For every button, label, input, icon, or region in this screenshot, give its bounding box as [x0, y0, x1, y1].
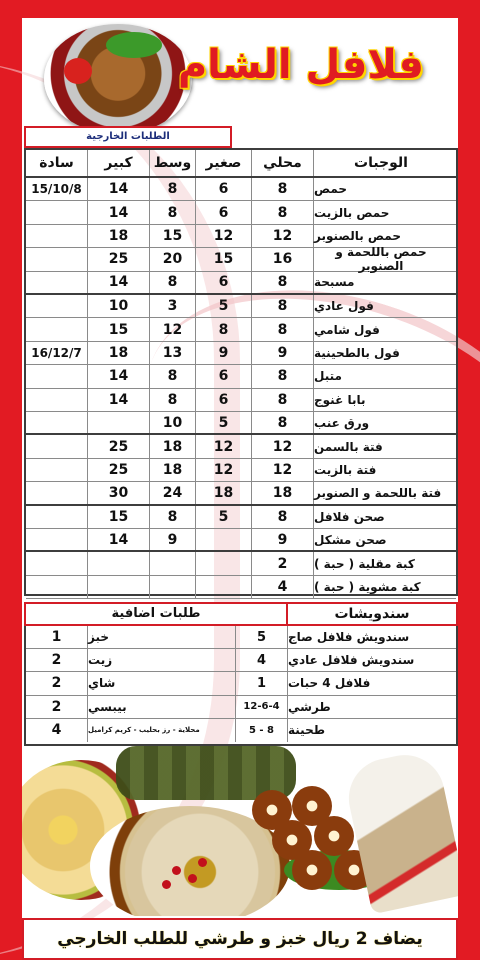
- cell-wasat: 18: [150, 435, 196, 457]
- cell-name: فتة بالزيت: [314, 462, 377, 477]
- sandwich-extra: خبز: [88, 626, 236, 648]
- sandwich-price: 5 - 8: [236, 719, 288, 742]
- cell-name: مسبحة: [314, 275, 355, 290]
- cell-kabir: [88, 576, 150, 598]
- cell-name: حمص بالزيت: [314, 205, 390, 220]
- extras-title: طلبات اضافية: [26, 604, 288, 624]
- sandwich-name: سندويش فلافل صاج: [288, 630, 410, 645]
- cell-name: فتة باللحمة و الصنوبر: [314, 485, 442, 500]
- cell-name: حمص باللحمة و الصنوبر: [335, 245, 427, 274]
- cell-mahali: 2: [252, 552, 314, 574]
- menu-row: [26, 342, 456, 365]
- col-saghir: صغير: [196, 150, 252, 176]
- pomegranate-icon: [198, 858, 207, 867]
- cell-sada: [26, 225, 88, 247]
- falafel-icon: [292, 850, 332, 890]
- sandwich-qty: 1: [26, 626, 88, 648]
- cell-saghir: 6: [196, 272, 252, 293]
- cell-mahali: 4: [252, 576, 314, 598]
- sandwich-qty: 2: [26, 672, 88, 694]
- cell-mahali: 8: [252, 389, 314, 411]
- cell-saghir: 18: [196, 482, 252, 503]
- cell-saghir: 6: [196, 365, 252, 387]
- cell-saghir: 5: [196, 506, 252, 528]
- col-wasat: وسط: [150, 150, 196, 176]
- cell-name: متبل: [314, 369, 342, 384]
- menu-table: [24, 148, 458, 596]
- cell-sada: [26, 552, 88, 574]
- cell-mahali: 12: [252, 435, 314, 457]
- cell-saghir: 5: [196, 412, 252, 433]
- cell-wasat: 9: [150, 529, 196, 550]
- cell-mahali: 12: [252, 225, 314, 247]
- cell-wasat: 13: [150, 342, 196, 364]
- cell-wasat: 15: [150, 225, 196, 247]
- cell-kabir: 14: [88, 365, 150, 387]
- sandwich-price: 1: [236, 672, 288, 694]
- cell-saghir: 12: [196, 459, 252, 481]
- cell-wasat: 8: [150, 389, 196, 411]
- cell-saghir: 12: [196, 225, 252, 247]
- cell-sada: 16/12/7: [26, 342, 88, 364]
- cell-kabir: [88, 552, 150, 574]
- menu-row: [26, 412, 456, 435]
- cell-mahali: 8: [252, 178, 314, 200]
- cell-sada: 15/10/8: [26, 178, 88, 200]
- sandwich-row: [26, 626, 456, 649]
- cell-sada: [26, 272, 88, 293]
- cell-mahali: 8: [252, 295, 314, 317]
- cell-mahali: 8: [252, 506, 314, 528]
- cell-mahali: 8: [252, 272, 314, 293]
- cell-wasat: 8: [150, 365, 196, 387]
- sandwich-name: سندويش فلافل عادي: [288, 653, 415, 668]
- cell-name: فول شامي: [314, 322, 380, 337]
- footer-note: يضاف 2 ريال خبز و طرشي للطلب الخارجي: [57, 929, 423, 949]
- sandwich-name: طرشي: [288, 699, 331, 714]
- parsley-icon: [106, 32, 162, 58]
- cell-kabir: [88, 412, 150, 433]
- cell-saghir: [196, 552, 252, 574]
- col-kabir: كبير: [88, 150, 150, 176]
- cell-mahali: 12: [252, 459, 314, 481]
- cell-mahali: 8: [252, 365, 314, 387]
- menu-row: [26, 576, 456, 599]
- cell-kabir: 15: [88, 506, 150, 528]
- cell-saghir: 9: [196, 342, 252, 364]
- sandwich-extra: بيبسي: [88, 696, 236, 718]
- sandwich-qty: 4: [26, 719, 88, 742]
- menu-row: [26, 201, 456, 224]
- cell-mahali: 8: [252, 318, 314, 340]
- cell-wasat: 3: [150, 295, 196, 317]
- pomegranate-icon: [162, 880, 171, 889]
- cell-sada: [26, 482, 88, 503]
- cell-wasat: [150, 552, 196, 574]
- cell-sada: [26, 576, 88, 598]
- cell-kabir: 18: [88, 225, 150, 247]
- cell-kabir: 25: [88, 459, 150, 481]
- cell-mahali: 18: [252, 482, 314, 503]
- menu-row: [26, 389, 456, 412]
- cell-wasat: 18: [150, 459, 196, 481]
- menu-row: [26, 295, 456, 318]
- cell-saghir: 6: [196, 178, 252, 200]
- menu-row: [26, 178, 456, 201]
- sandwich-extra: محلاية - رز بحليب - كريم كراميل: [88, 719, 236, 742]
- cell-sada: [26, 201, 88, 223]
- sandwich-qty: 2: [26, 696, 88, 718]
- cell-mahali: 9: [252, 529, 314, 550]
- sandwich-extra: شاي: [88, 672, 236, 694]
- sandwich-row: [26, 719, 456, 742]
- cell-wasat: 8: [150, 506, 196, 528]
- cell-saghir: 12: [196, 435, 252, 457]
- cell-kabir: 14: [88, 389, 150, 411]
- sandwich-name: فلافل 4 حبات: [288, 676, 371, 691]
- restaurant-title: فلافل الشام: [177, 42, 424, 88]
- menu-row: [26, 529, 456, 552]
- cell-wasat: 24: [150, 482, 196, 503]
- cell-name: صحن مشكل: [314, 532, 387, 547]
- cell-name: فول بالطحينية: [314, 345, 400, 360]
- cell-sada: [26, 459, 88, 481]
- tomato-icon: [64, 58, 92, 84]
- menu-row: [26, 365, 456, 388]
- cell-saghir: 6: [196, 201, 252, 223]
- menu-row: [26, 506, 456, 529]
- cell-name: حمص: [314, 182, 348, 197]
- cell-name: كبة مقلية ( حبة ): [314, 556, 415, 571]
- cell-kabir: 25: [88, 248, 150, 270]
- falafel-plate-image: [44, 24, 192, 134]
- cell-name: فتة بالسمن: [314, 439, 383, 454]
- menu-row: [26, 482, 456, 505]
- col-mahali: محلي: [252, 150, 314, 176]
- cell-kabir: 30: [88, 482, 150, 503]
- menu-row: [26, 552, 456, 575]
- cell-kabir: 14: [88, 201, 150, 223]
- sandwich-row: [26, 649, 456, 672]
- menu-row: [26, 318, 456, 341]
- cell-name: حمص بالصنوبر: [314, 228, 401, 243]
- sandwich-price: 5: [236, 626, 288, 648]
- cell-saghir: 5: [196, 295, 252, 317]
- cell-wasat: [150, 576, 196, 598]
- cell-saghir: 6: [196, 389, 252, 411]
- pomegranate-icon: [188, 874, 197, 883]
- cell-name: بابا غنوج: [314, 392, 366, 407]
- cell-wasat: 8: [150, 178, 196, 200]
- cell-kabir: 14: [88, 272, 150, 293]
- sandwich-qty: 2: [26, 649, 88, 671]
- menu-row: [26, 435, 456, 458]
- sandwich-extra: زيت: [88, 649, 236, 671]
- menu-row: [26, 459, 456, 482]
- footer-banner: [22, 918, 458, 960]
- takeout-label: الطلبات الخارجية: [24, 126, 232, 148]
- sandwich-row: [26, 672, 456, 695]
- cell-wasat: 10: [150, 412, 196, 433]
- food-photo: [22, 746, 458, 916]
- cell-sada: [26, 506, 88, 528]
- cell-mahali: 16: [252, 248, 314, 270]
- menu-row: [26, 272, 456, 295]
- cell-saghir: 8: [196, 318, 252, 340]
- cell-name: فول عادي: [314, 299, 374, 314]
- sandwich-table: [24, 626, 458, 746]
- cell-kabir: 15: [88, 318, 150, 340]
- cell-kabir: 18: [88, 342, 150, 364]
- cell-sada: [26, 389, 88, 411]
- pomegranate-icon: [172, 866, 181, 875]
- cell-sada: [26, 295, 88, 317]
- sandwich-row: [26, 696, 456, 719]
- col-name: الوجبات: [354, 155, 408, 171]
- cell-sada: [26, 529, 88, 550]
- cell-kabir: 14: [88, 178, 150, 200]
- cell-saghir: [196, 529, 252, 550]
- col-sada: سادة: [26, 150, 88, 176]
- sandwich-name: طحينة: [288, 723, 326, 738]
- menu-header-row: [26, 150, 456, 178]
- cell-sada: [26, 318, 88, 340]
- cell-wasat: 8: [150, 201, 196, 223]
- cell-wasat: 20: [150, 248, 196, 270]
- cell-saghir: [196, 576, 252, 598]
- cell-wasat: 12: [150, 318, 196, 340]
- cell-sada: [26, 248, 88, 270]
- cell-mahali: 8: [252, 201, 314, 223]
- sandwich-price: 4: [236, 649, 288, 671]
- cell-name: ورق عنب: [314, 415, 370, 430]
- cell-sada: [26, 365, 88, 387]
- sandwiches-title: سندويشات: [334, 606, 410, 622]
- cell-name: صحن فلافل: [314, 509, 385, 524]
- cell-wasat: 8: [150, 272, 196, 293]
- cell-kabir: 10: [88, 295, 150, 317]
- sandwich-price: 12-6-4: [236, 696, 288, 718]
- cell-name: كبة مشوية ( حبة ): [314, 579, 421, 594]
- top-frame: [0, 0, 480, 18]
- cell-sada: [26, 412, 88, 433]
- cell-kabir: 25: [88, 435, 150, 457]
- cell-saghir: 15: [196, 248, 252, 270]
- cell-mahali: 8: [252, 412, 314, 433]
- cell-sada: [26, 435, 88, 457]
- menu-row: [26, 245, 456, 274]
- sandwich-section-header: [24, 602, 458, 626]
- header: [22, 18, 458, 128]
- cell-mahali: 9: [252, 342, 314, 364]
- cell-kabir: 14: [88, 529, 150, 550]
